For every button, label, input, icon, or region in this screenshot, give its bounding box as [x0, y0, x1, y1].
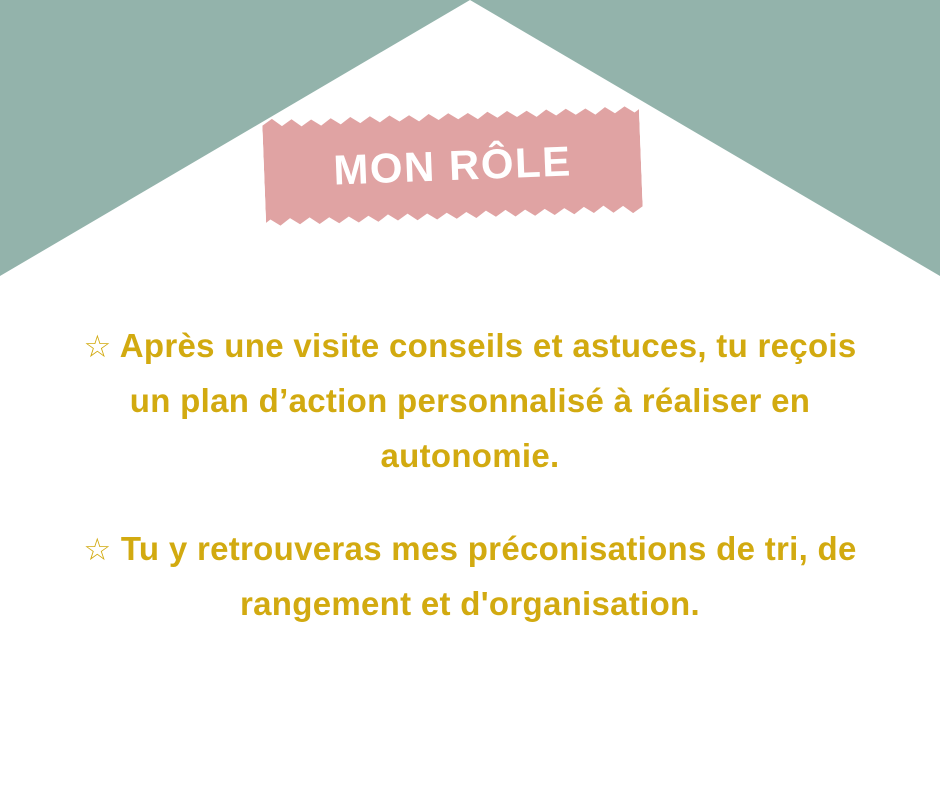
- star-icon: ☆: [83, 329, 112, 364]
- paragraph-2-text: Tu y retrouveras mes préconisations de tri, de rangement et d'organisation.: [120, 530, 857, 623]
- title-banner: [262, 105, 643, 227]
- star-icon: ☆: [83, 532, 112, 568]
- banner-title: MON RÔLE: [332, 137, 573, 194]
- paragraph-2: [60, 521, 880, 631]
- paragraph-1: [60, 318, 880, 483]
- paragraph-1-text: Après une visite conseils et astuces, tu reçois un plan d’action personnalisé à réaliser en autonomie.: [119, 327, 857, 475]
- body-text-block: [60, 318, 880, 632]
